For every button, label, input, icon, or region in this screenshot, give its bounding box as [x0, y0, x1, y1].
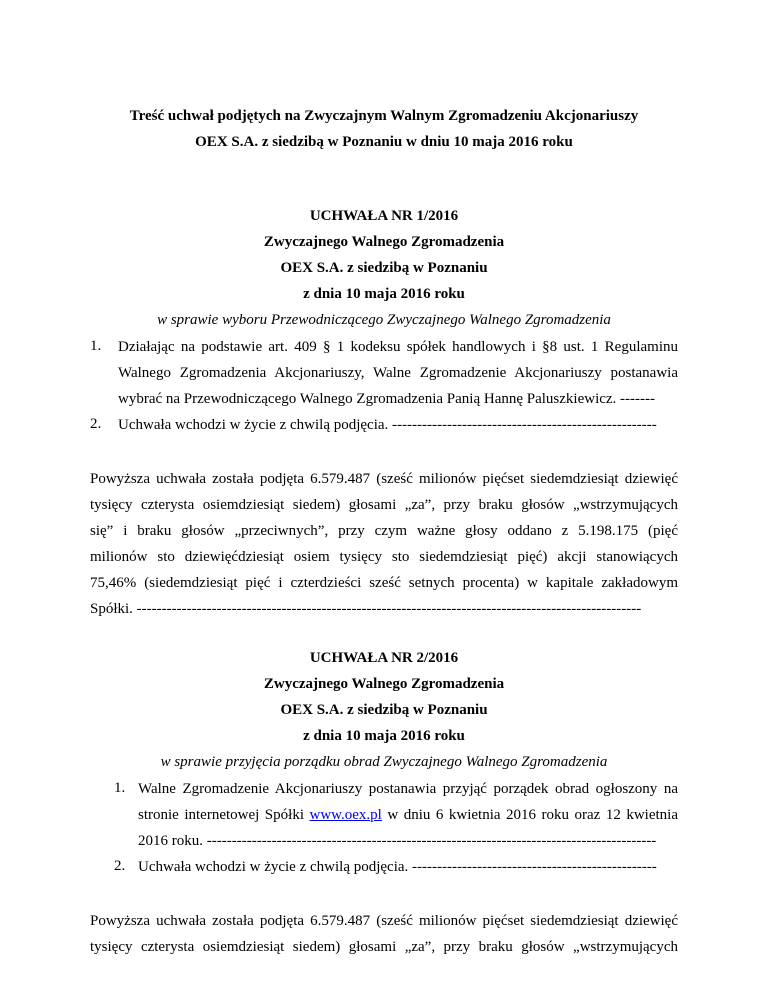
item-number: 2.: [90, 416, 102, 432]
resolution-1-date: z dnia 10 maja 2016 roku: [303, 286, 465, 302]
item-text-line: wybrać na Przewodniczącego Walnego Zgromadzenia Panią Hannę Paluszkiewicz. -------: [118, 391, 656, 407]
resolution-1-subject: w sprawie wyboru Przewodniczącego Zwyczajnego Walnego Zgromadzenia: [157, 312, 611, 328]
item-text-line: Walnego Zgromadzenia Akcjonariuszy, Walne Zgromadzenie Akcjonariuszy postanawia: [118, 365, 678, 381]
resolution-2-date: z dnia 10 maja 2016 roku: [303, 728, 465, 744]
item-number: 1.: [90, 338, 102, 354]
paragraph-line: Powyższa uchwała została podjęta 6.579.487 (sześć milionów pięćset siedemdziesiąt dziewięć: [90, 913, 678, 929]
item-text-line: Działając na podstawie art. 409 § 1 kodeksu spółek handlowych i §8 ust. 1 Regulaminu: [118, 339, 678, 355]
resolution-2-company: OEX S.A. z siedzibą w Poznaniu: [280, 702, 488, 718]
website-link[interactable]: www.oex.pl: [309, 807, 382, 823]
item-text-line: [138, 802, 678, 828]
resolution-2-body-name: Zwyczajnego Walnego Zgromadzenia: [263, 676, 505, 692]
item-text-line: Walne Zgromadzenie Akcjonariuszy postanawia przyjąć porządek obrad ogłoszony na: [138, 781, 678, 797]
paragraph-line: tysięcy czterysta osiemdziesiąt siedem) głosami „za”, przy braku głosów „wstrzymujących: [90, 497, 678, 513]
item-text-fragment: stronie internetowej Spółki: [138, 807, 310, 823]
resolution-2-subject: w sprawie przyjęcia porządku obrad Zwyczajnego Walnego Zgromadzenia: [160, 754, 608, 770]
item-text-line: Uchwała wchodzi w życie z chwilą podjęcia. -----------------------------------------------------: [118, 417, 657, 433]
paragraph-line: Spółki. -----------------------------------------------------------------------------------------------------: [90, 601, 642, 617]
item-text-line: 2016 roku. ------------------------------------------------------------------------------------------: [138, 833, 657, 849]
resolution-1-title: UCHWAŁA NR 1/2016: [309, 208, 459, 224]
document-title-line-2: OEX S.A. z siedzibą w Poznaniu w dniu 10 maja 2016 roku: [195, 134, 573, 150]
paragraph-line: 75,46% (siedemdziesiąt pięć i czterdzieści sześć setnych procenta) w kapitale zakładowym: [90, 575, 678, 591]
paragraph-line: tysięcy czterysta osiemdziesiąt siedem) głosami „za”, przy braku głosów „wstrzymujących: [90, 939, 678, 955]
item-number: 2.: [114, 858, 126, 874]
paragraph-line: Powyższa uchwała została podjęta 6.579.487 (sześć milionów pięćset siedemdziesiąt dziewięć: [90, 471, 678, 487]
item-number: 1.: [114, 780, 126, 796]
item-text-fragment: w dniu 6 kwietnia 2016 roku oraz 12 kwietnia: [381, 807, 678, 823]
resolution-2-title: UCHWAŁA NR 2/2016: [309, 650, 459, 666]
resolution-1-company: OEX S.A. z siedzibą w Poznaniu: [280, 260, 488, 276]
paragraph-line: milionów sto dziewięćdziesiąt osiem tysięcy sto siedemdziesiąt pięć) akcji stanowiących: [90, 549, 678, 565]
document-title-line-1: Treść uchwał podjętych na Zwyczajnym Walnym Zgromadzeniu Akcjonariuszy: [129, 108, 639, 124]
paragraph-line: się” i braku głosów „przeciwnych”, przy czym ważne głosy oddano z 5.198.175 (pięć: [90, 523, 678, 539]
resolution-1-body-name: Zwyczajnego Walnego Zgromadzenia: [263, 234, 505, 250]
item-text-line: Uchwała wchodzi w życie z chwilą podjęcia. -------------------------------------------------: [138, 859, 657, 875]
